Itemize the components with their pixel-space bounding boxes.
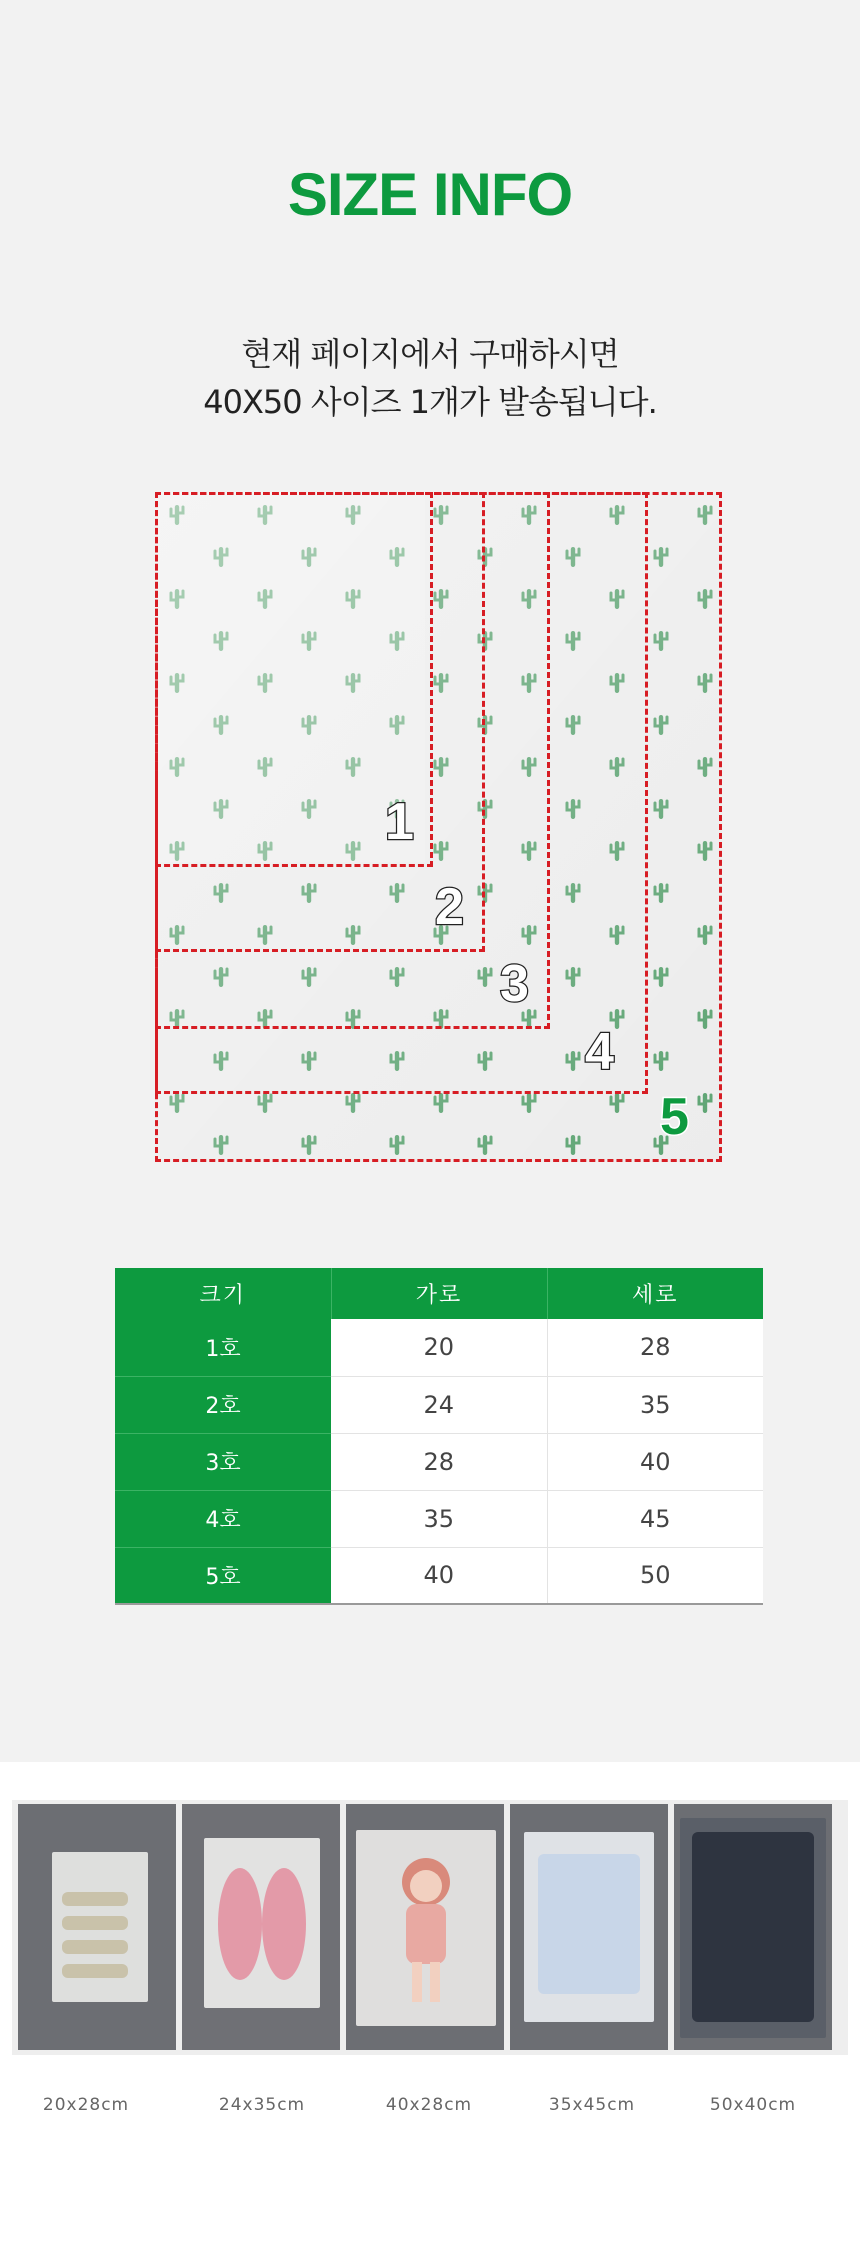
row-height: 45 (547, 1490, 763, 1547)
row-height: 40 (547, 1433, 763, 1490)
purchase-notice (0, 330, 860, 426)
header-size: 크기 (115, 1268, 331, 1319)
page-title: SIZE INFO (287, 161, 573, 228)
header-width: 가로 (331, 1268, 547, 1319)
bag-with-doll-image (346, 1804, 504, 2050)
notice-line-2: 40X50 사이즈 1개가 발송됩니다. (203, 383, 657, 421)
row-size: 1호 (115, 1319, 331, 1376)
row-width: 35 (331, 1490, 547, 1547)
row-size: 4호 (115, 1490, 331, 1547)
row-width: 20 (331, 1319, 547, 1376)
size-comparison-illustration (155, 492, 722, 1162)
size-label-3: 3 (500, 955, 529, 1013)
size-label-2: 2 (435, 878, 464, 936)
row-width: 24 (331, 1376, 547, 1433)
size-label-1: 1 (385, 793, 414, 851)
photo-dark-cloth (674, 1804, 832, 2050)
bag-with-slippers-image (182, 1804, 340, 2050)
header-height: 세로 (547, 1268, 763, 1319)
size-5-outline (155, 492, 722, 1162)
bag-with-bottles-image (18, 1804, 176, 2050)
row-width: 28 (331, 1433, 547, 1490)
table-header-row (115, 1268, 763, 1319)
size-table (115, 1268, 763, 1605)
table-row (115, 1490, 763, 1547)
row-size: 5호 (115, 1547, 331, 1604)
size-label-4: 4 (585, 1023, 614, 1081)
row-height: 50 (547, 1547, 763, 1604)
bag-with-towel-image (510, 1804, 668, 2050)
table-row (115, 1433, 763, 1490)
row-width: 40 (331, 1547, 547, 1604)
product-photo-strip (12, 1800, 848, 2055)
table-row (115, 1376, 763, 1433)
row-size: 2호 (115, 1376, 331, 1433)
row-size: 3호 (115, 1433, 331, 1490)
photo-caption-5: 50x40cm (709, 2095, 797, 2115)
size-label-5: 5 (660, 1088, 689, 1146)
photo-doll (346, 1804, 504, 2050)
row-height: 35 (547, 1376, 763, 1433)
photo-caption-1: 20x28cm (42, 2095, 130, 2115)
photo-towel (510, 1804, 668, 2050)
row-height: 28 (547, 1319, 763, 1376)
photo-caption-2: 24x35cm (218, 2095, 306, 2115)
photo-caption-4: 35x45cm (548, 2095, 636, 2115)
photo-caption-3: 40x28cm (385, 2095, 473, 2115)
notice-line-1: 현재 페이지에서 구매하시면 (241, 335, 619, 373)
photo-bottles (18, 1804, 176, 2050)
table-row (115, 1319, 763, 1376)
photo-slippers (182, 1804, 340, 2050)
table-row (115, 1547, 763, 1604)
bag-with-dark-cloth-image (674, 1804, 832, 2050)
